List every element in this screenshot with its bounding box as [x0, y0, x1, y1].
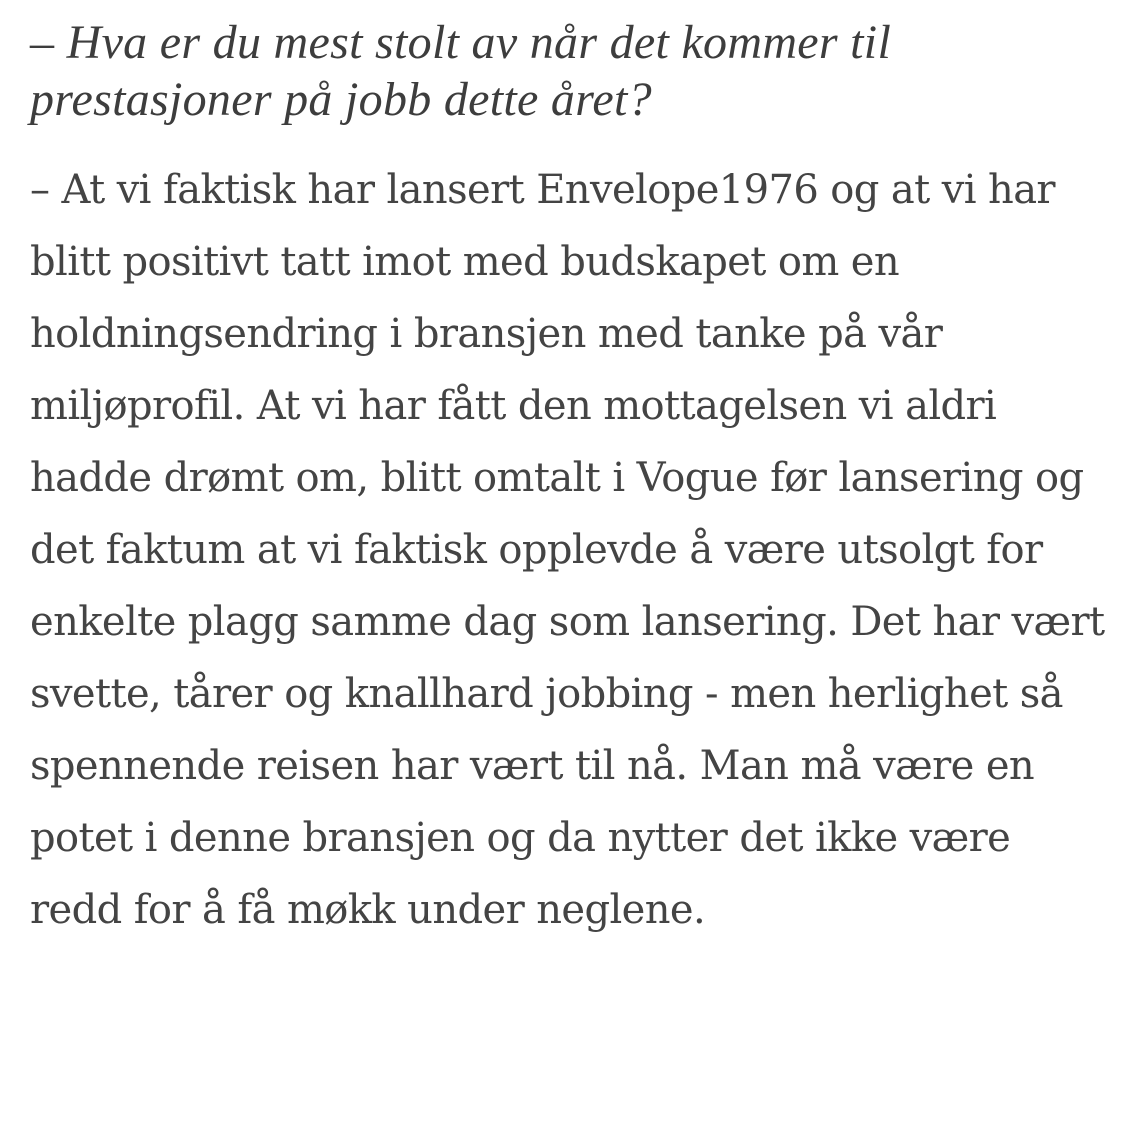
interview-question: – Hva er du mest stolt av når det kommer til prestasjoner på jobb dette året? — [30, 16, 892, 126]
article-body — [30, 14, 1110, 946]
interview-answer: – At vi faktisk har lansert Envelope1976 og at vi har blitt positivt tatt imot med budskapet om en holdningsendring i bransjen med tanke på vår miljøprofil. At vi har fått den mottagelsen vi aldri hadde drømt om, blitt omtalt i Vogue før lansering og det faktum at vi faktisk opplevde å være utsolgt for enkelte plagg samme dag som lansering. Det har vært svette, tårer og knallhard jobbing - men herlighet så spennende reisen har vært til nå. Man må være en potet i denne bransjen og da nytter det ikke være redd for å få møkk under neglene. — [30, 167, 1105, 933]
